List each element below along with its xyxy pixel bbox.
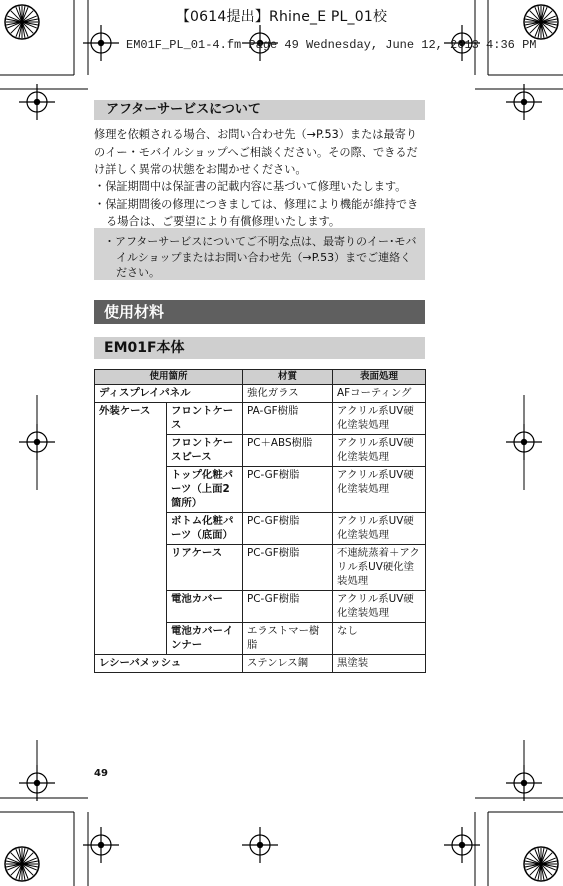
cell-material: PA-GF樹脂 — [243, 403, 333, 435]
table-row — [95, 655, 426, 673]
table-row — [95, 385, 426, 403]
note-item: ・アフターサービスについてご不明な点は、最寄りのイー･モバイルショップまたはお問い合わせ先（→P.53）までご連絡ください。 — [104, 235, 417, 279]
cell-finish: 黒塗装 — [333, 655, 426, 673]
table-header-row — [95, 370, 426, 385]
page-number: 49 — [94, 768, 108, 779]
cell-part-group: 外装ケース — [95, 403, 167, 655]
after-service-bullets — [94, 178, 425, 231]
materials-table — [94, 369, 426, 673]
cell-finish: 不連続蒸着＋アクリル系UV硬化塗装処理 — [333, 545, 426, 591]
cell-subpart: 電池カバーインナー — [167, 623, 243, 655]
cell-subpart: 電池カバー — [167, 591, 243, 623]
cell-finish: アクリル系UV硬化塗装処理 — [333, 467, 426, 513]
bullet-item: ・保証期間中は保証書の記載内容に基づいて修理いたします。 — [94, 180, 407, 193]
after-service-paragraph: 修理を依頼される場合、お問い合わせ先（→P.53）または最寄りのイー・モバイルショップへご相談ください。その際、できるだけ詳しく異常の状態をお聞かせください。 — [94, 128, 418, 176]
cell-material: エラストマー樹脂 — [243, 623, 333, 655]
note-box — [94, 228, 425, 280]
cell-subpart: フロントケース — [167, 403, 243, 435]
col-header-part: 使用箇所 — [95, 370, 243, 385]
cell-finish: なし — [333, 623, 426, 655]
cell-part: レシーバメッシュ — [95, 655, 243, 673]
cell-subpart: ボトム化粧パーツ（底面） — [167, 513, 243, 545]
section-heading-after-service: アフターサービスについて — [94, 100, 425, 120]
cell-subpart: トップ化粧パーツ（上面2箇所） — [167, 467, 243, 513]
print-header-title: 【0614提出】Rhine_E PL_01校 — [175, 9, 388, 25]
cell-subpart: リアケース — [167, 545, 243, 591]
bullet-text: 保証期間中は保証書の記載内容に基づいて修理いたします。 — [105, 180, 407, 193]
cell-material: 強化ガラス — [243, 385, 333, 403]
cell-material: PC-GF樹脂 — [243, 467, 333, 513]
cell-finish: アクリル系UV硬化塗装処理 — [333, 591, 426, 623]
cell-part: ディスプレイパネル — [95, 385, 243, 403]
cell-material: PC-GF樹脂 — [243, 545, 333, 591]
subheading-product: EM01F本体 — [94, 337, 425, 359]
print-file-info: EM01F_PL_01-4.fm Page 49 Wednesday, June 12, 2013 4:36 PM — [126, 38, 537, 52]
cell-material: PC＋ABS樹脂 — [243, 435, 333, 467]
cell-material: PC-GF樹脂 — [243, 591, 333, 623]
col-header-finish: 表面処理 — [333, 370, 426, 385]
cell-material: ステンレス鋼 — [243, 655, 333, 673]
cell-material: PC-GF樹脂 — [243, 513, 333, 545]
bullet-text: 保証期間後の修理につきましては、修理により機能が維持できる場合は、ご要望により有償修理いたします。 — [105, 197, 419, 228]
col-header-material: 材質 — [243, 370, 333, 385]
cell-finish: アクリル系UV硬化塗装処理 — [333, 403, 426, 435]
cell-subpart: フロントケースピース — [167, 435, 243, 467]
note-text: アフターサービスについてご不明な点は、最寄りのイー･モバイルショップまたはお問い合わせ先（→P.53）までご連絡ください。 — [115, 235, 417, 279]
bullet-item: ・保証期間後の修理につきましては、修理により機能が維持できる場合は、ご要望により有償修理いたします。 — [94, 197, 419, 228]
cell-finish: アクリル系UV硬化塗装処理 — [333, 513, 426, 545]
section-heading-materials: 使用材料 — [94, 300, 425, 324]
table-row — [95, 403, 426, 435]
cell-finish: AFコーティング — [333, 385, 426, 403]
cell-finish: アクリル系UV硬化塗装処理 — [333, 435, 426, 467]
